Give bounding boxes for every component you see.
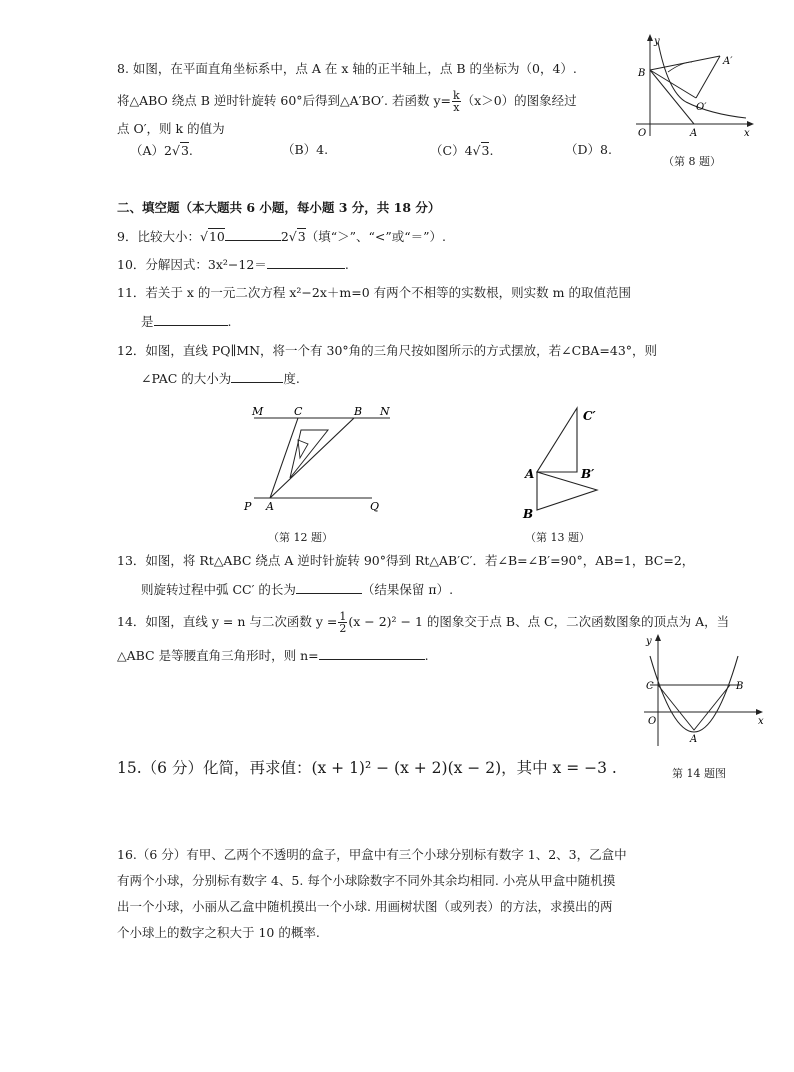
q16-line-1: 16.（6 分）有甲、乙两个不透明的盒子，甲盒中有三个小球分别标有数字 1、2、3，乙盒中 <box>117 847 627 862</box>
q8-option-c-label: （C）4 <box>430 143 473 158</box>
q12-fig-label-q: Q <box>370 500 380 513</box>
q9-text-pre: 9．比较大小： <box>117 229 200 244</box>
q8-fig-label-a: A <box>690 128 698 139</box>
q13-text-pre: 则旋转过程中弧 CC′ 的长为 <box>141 582 296 597</box>
q12-figure-caption: （第 12 题） <box>268 531 333 544</box>
q8-line-1: 8. 如图，在平面直角坐标系中，点 A 在 x 轴的正半轴上，点 B 的坐标为（0，4）. <box>117 61 577 76</box>
q8-option-c: （C）4√3. <box>430 143 494 158</box>
q11-line-1: 11．若关于 x 的一元二次方程 x²−2x＋m=0 有两个不相等的实数根，则实数 m 的取值范围 <box>117 285 631 300</box>
q8-line-2-text-b: （x＞0）的图象经过 <box>461 93 577 108</box>
q13-text-post: （结果保留 π）. <box>361 582 454 597</box>
q12-line-1: 12．如图，直线 PQ∥MN，将一个有 30°角的三角尺按如图所示的方式摆放，若∠CBA=43°，则 <box>117 343 658 358</box>
q8-option-c-end: . <box>489 143 494 158</box>
q8-option-c-radicand: 3 <box>481 143 490 158</box>
q10-line <box>117 256 349 273</box>
q13-fig-label-a: A <box>525 467 535 481</box>
q8-option-a: （A）2√3. <box>130 143 193 158</box>
q16-line-3: 出一个小球，小丽从乙盒中随机摸出一个小球. 用画树状图（或列表）的方法，求摸出的两 <box>117 899 613 914</box>
q14-frac-num: 1 <box>339 610 347 623</box>
q8-line-2-text-a: 将△ABO 绕点 B 逆时针旋转 60°后得到△A′BO′. 若函数 y= <box>117 93 451 108</box>
q16-line-2: 有两个小球，分别标有数字 4、5. 每个小球除数字不同外其余均相同. 小亮从甲盒中随机摸 <box>117 873 616 888</box>
q8-line-3: 点 O′，则 k 的值为 <box>117 121 225 136</box>
q10-answer-blank[interactable] <box>267 256 345 269</box>
q13-line-2 <box>141 581 453 598</box>
q14-fig-label-a: A <box>690 734 698 745</box>
q8-figure-caption: （第 8 题） <box>663 155 721 168</box>
section-2-title: 二、填空题（本大题共 6 小题，每小题 3 分，共 18 分） <box>117 200 441 215</box>
q14-fraction <box>338 611 347 634</box>
q13-fig-label-b-prime: B′ <box>581 467 595 481</box>
q8-fraction <box>452 90 461 113</box>
q12-fig-label-p: P <box>244 500 252 513</box>
q12-fig-label-b: B <box>354 405 363 418</box>
q8-option-a-label: （A）2 <box>130 143 172 158</box>
q12-fig-label-a: A <box>266 500 274 513</box>
q9-coefficient: 2 <box>280 229 289 244</box>
q8-frac-num: k <box>452 89 460 102</box>
q10-text-post: . <box>344 257 349 272</box>
q8-option-d: （D）8. <box>565 142 612 157</box>
q9-radicand-1: 10 <box>208 229 225 244</box>
q12-fig-label-m: M <box>252 405 264 418</box>
q12-fig-label-c: C <box>294 405 303 418</box>
q13-figure <box>515 398 625 523</box>
q12-line-2 <box>141 370 300 387</box>
q13-fig-label-b: B <box>523 507 534 521</box>
q11-text-post: . <box>227 314 232 329</box>
q14-fig-label-y: y <box>646 636 652 647</box>
q9-text-post: （填“＞”、“<”或“＝”）. <box>305 229 447 244</box>
q14-text-a: 14．如图，直线 y = n 与二次函数 y = <box>117 614 338 629</box>
q9-line: 9．比较大小：√10 2√3（填“＞”、“<”或“＝”）. <box>117 229 447 244</box>
q13-fig-label-c-prime: C′ <box>583 409 596 423</box>
q8-fig-label-o-prime: O′ <box>696 102 707 113</box>
q14-text-b: (x − 2)² − 1 的图象交于点 B、点 C，二次函数图象的顶点为 A，当 <box>348 614 730 629</box>
q8-fig-label-y: y <box>654 36 660 47</box>
q9-radicand-2: 3 <box>297 229 306 244</box>
q14-fig-label-b: B <box>736 681 744 692</box>
q14-text-pre: △ABC 是等腰直角三角形时，则 n= <box>117 648 319 663</box>
q14-answer-blank[interactable] <box>319 647 425 660</box>
q14-fig-label-o: O <box>648 716 657 727</box>
q8-option-b: （B）4. <box>282 142 329 157</box>
q12-text-pre: ∠PAC 的大小为 <box>141 371 232 386</box>
q14-figure-caption: 第 14 题图 <box>672 767 726 780</box>
q8-fig-label-a-prime: A′ <box>723 56 733 67</box>
q11-answer-blank[interactable] <box>154 313 228 326</box>
q14-line-2 <box>117 647 429 664</box>
q12-figure <box>240 398 400 518</box>
q11-line-2 <box>141 313 232 330</box>
q8-frac-den: x <box>453 101 460 114</box>
q9-answer-blank[interactable] <box>225 228 281 241</box>
q8-line-2 <box>117 90 577 113</box>
q11-text-pre: 是 <box>141 314 154 329</box>
q8-figure <box>630 32 760 144</box>
q10-text-pre: 10．分解因式：3x²−12＝ <box>117 257 267 272</box>
q8-fig-label-b: B <box>638 68 646 79</box>
q16-line-4: 个小球上的数字之积大于 10 的概率. <box>117 925 320 940</box>
q13-figure-caption: （第 13 题） <box>525 531 590 544</box>
q8-fig-label-o: O <box>638 128 647 139</box>
q8-fig-label-x: x <box>744 128 750 139</box>
q8-option-a-radicand: 3 <box>180 143 189 158</box>
q12-answer-blank[interactable] <box>231 370 283 383</box>
q14-frac-den: 2 <box>339 622 347 635</box>
q8-option-a-end: . <box>188 143 193 158</box>
q13-line-1: 13．如图，将 Rt△ABC 绕点 A 逆时针旋转 90°得到 Rt△AB′C′．若∠B=∠B′=90°，AB=1，BC=2， <box>117 553 695 568</box>
q14-line-1 <box>117 611 729 634</box>
q14-fig-label-x: x <box>758 716 764 727</box>
q12-text-post: 度. <box>283 371 300 386</box>
q14-figure <box>640 632 768 750</box>
q14-fig-label-c: C <box>646 681 654 692</box>
q12-fig-label-n: N <box>380 405 390 418</box>
q15-line: 15.（6 分）化简，再求值：(x + 1)² − (x + 2)(x − 2)，其中 x = −3 . <box>117 759 617 777</box>
q13-answer-blank[interactable] <box>296 581 362 594</box>
q14-text-post: . <box>424 648 429 663</box>
